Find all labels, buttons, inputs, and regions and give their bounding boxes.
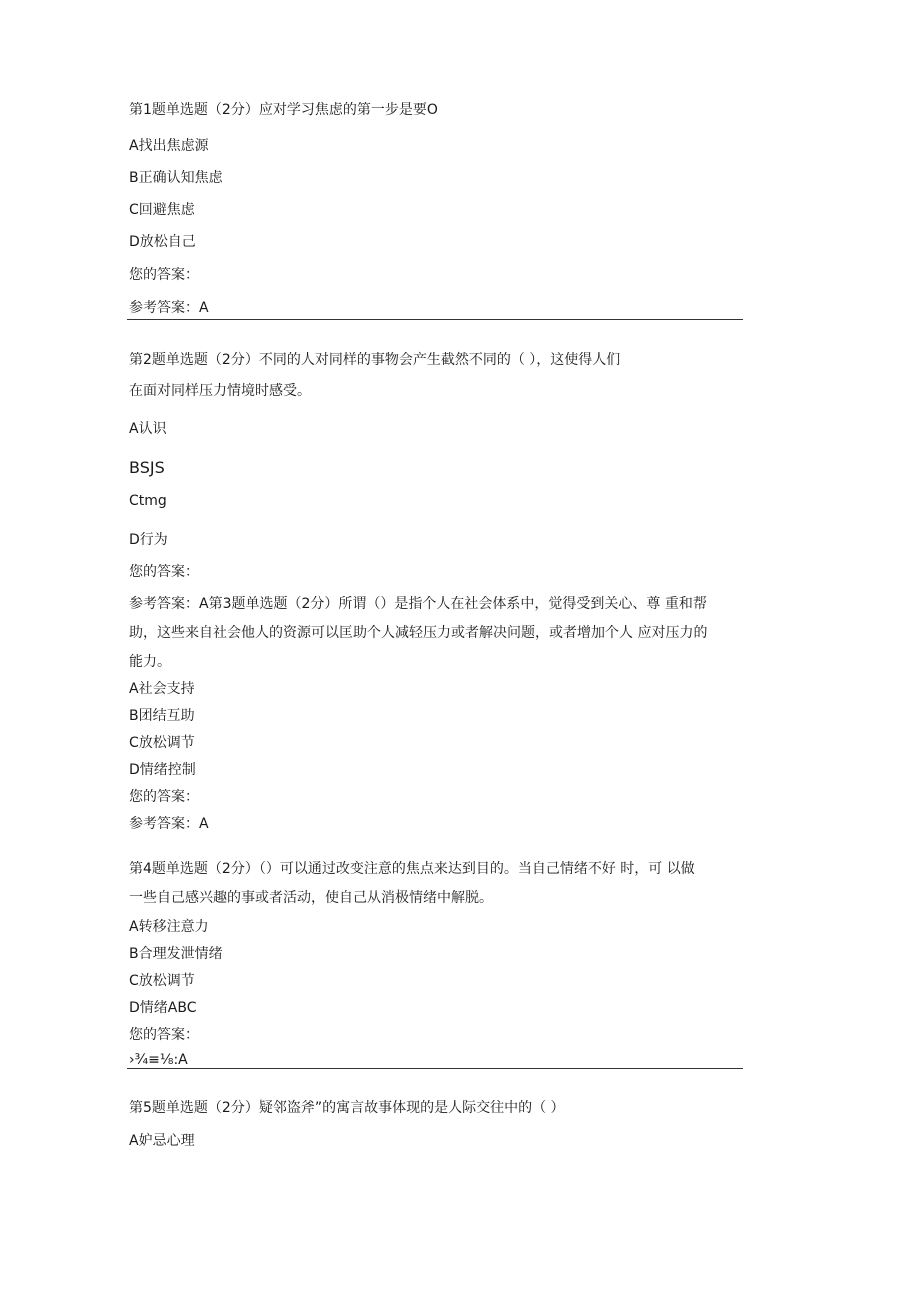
q1-reference-answer: 参考答案：A [129, 300, 209, 316]
q3-stem-line1: 参考答案：A第3题单选题（2分）所谓（）是指个人在社会体系中，觉得受到关心、尊 重和帮 [129, 596, 707, 612]
q2-option-c: Ctmg [129, 493, 167, 509]
q2-option-b: BSJS [129, 458, 165, 477]
q3-stem-line2: 助，这些来自社会他人的资源可以匡助个人减轻压力或者解决问题，或者增加个人 应对压力的 [129, 625, 708, 641]
q1-option-b: B正确认知焦虑 [129, 170, 223, 186]
q2-option-d: D行为 [129, 532, 168, 548]
q4-your-answer: 您的答案： [129, 1027, 199, 1043]
q3-option-a: A社会支持 [129, 681, 195, 697]
q3-option-c: C放松调节 [129, 735, 195, 751]
q3-option-d: D情绪控制 [129, 762, 196, 778]
q2-your-answer: 您的答案： [129, 564, 199, 580]
q5-option-a: A妒忌心理 [129, 1133, 195, 1149]
q4-option-c: C放松调节 [129, 973, 195, 989]
q2-stem-line1: 第2题单选题（2分）不同的人对同样的事物会产生截然不同的（ ），这使得人们 [129, 352, 621, 368]
q4-reference-answer: ›¾≡⅛:A [129, 1052, 188, 1068]
q1-stem: 第1题单选题（2分）应对学习焦虑的第一步是要O [129, 102, 438, 118]
q2-option-a: A认识 [129, 421, 167, 437]
q1-option-d: D放松自己 [129, 234, 196, 250]
q4-stem-line2: 一些自己感兴趣的事或者活动，使自己从消极情绪中解脱。 [129, 890, 493, 906]
q5-stem: 第5题单选题（2分）疑邻盗斧”的寓言故事体现的是人际交往中的（ ） [129, 1100, 565, 1116]
q3-your-answer: 您的答案： [129, 789, 199, 805]
q4-option-d: D情绪ABC [129, 1000, 197, 1016]
q4-option-a: A转移注意力 [129, 919, 209, 935]
divider [127, 1068, 743, 1069]
q3-reference-answer: 参考答案：A [129, 816, 209, 832]
q1-option-c: C回避焦虑 [129, 202, 195, 218]
divider [127, 319, 743, 320]
q1-your-answer: 您的答案： [129, 267, 199, 283]
q3-stem-line3: 能力。 [129, 654, 171, 670]
q4-stem-line1: 第4题单选题（2分）（）可以通过改变注意的焦点来达到目的。当自己情绪不好 时，可 以做 [129, 861, 695, 877]
q4-option-b: B合理发泄情绪 [129, 946, 223, 962]
q3-option-b: B团结互助 [129, 708, 195, 724]
q1-option-a: A找出焦虑源 [129, 138, 209, 154]
q2-stem-line2: 在面对同样压力情境时感受。 [129, 383, 311, 399]
